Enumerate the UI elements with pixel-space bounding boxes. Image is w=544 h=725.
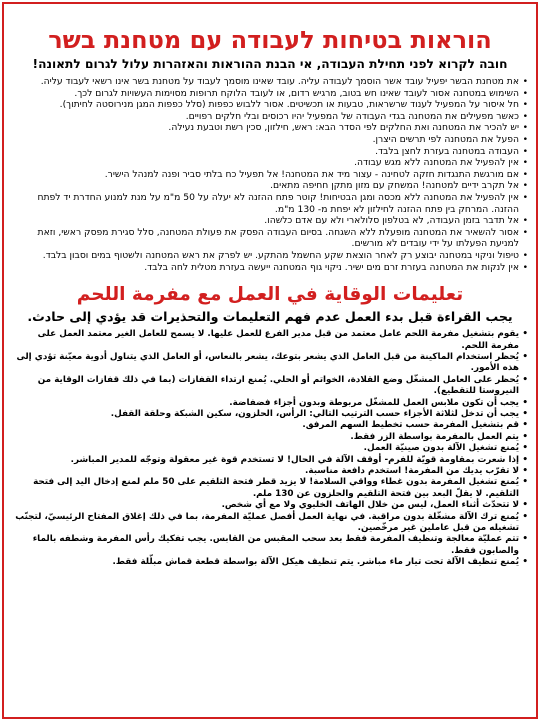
hebrew-instruction-item: • אם מורגשת התנגדות חזקה לטחינה - עצור מיד את המטחנה! אל תפעיל כח בלתי סביר ופנה למנהל הישיר. <box>14 169 528 181</box>
hebrew-instruction-item: • אין להפעיל את המטחנה ללא מכסה ומגן הבטיחות! קוטר פתח ההזנה לא יעלה על 50 מ"מ על מנת למנוע החדרת יד לפתח ההזנה. המרחק בין פתח ההזנה לחילזון לא יפחת מ- 130 מ"מ. <box>14 192 528 215</box>
arabic-instruction-item: • يُمنع تنظيف الآلة تحت تيار ماء مباشر. يتم تنظيف هيكل الآلة بواسطة قطعة قماش مبلّلة فقط. <box>14 557 528 568</box>
arabic-instruction-item: • إذا شعرت بمقاومة قويّة للفرم- أوقف الآلة في الحال! لا تستخدم قوة غير معقولة وتوجّه للمدير المباشر. <box>14 455 528 466</box>
safety-sign <box>2 2 538 719</box>
hebrew-instruction-item: • חל איסור על המפעיל לענוד שרשראות, טבעות או תכשיטים. אסור ללבוש כפפות (סלל כפפות המגן מנירוסטה לחיתוך). <box>14 99 528 111</box>
arabic-instruction-item: • يُحظر استخدام الماكينة من قبل العامل الذي يشعر بتوعك، يشعر بالنعاس، أو العامل الذي يتناول أدوية معيّنة تؤدي إلى هذه الأمور. <box>14 352 528 375</box>
hebrew-instructions-list <box>14 76 528 273</box>
arabic-instruction-item: • قم بتشغيل المفرمة حسب تخطيط السهم المرفق. <box>14 420 528 431</box>
hebrew-instruction-item: • אין לנקות את המטחנה בעזרת זרם מים ישיר. ניקוי גוף המטחנה ייעשה בעזרת מטלית לחה בלבד. <box>14 262 528 274</box>
arabic-title: تعليمات الوقاية في العمل مع مفرمة اللحم <box>76 284 464 306</box>
arabic-instruction-item: • يُحظر على العامل المشغّل وضع القلادة، الخواتم أو الحلي. يُمنع ارتداء القفازات (بما في ذلك قفازات الوقاية من النيروستا للتقطيع). <box>14 375 528 398</box>
hebrew-instruction-item: • השימוש במטחנה אסור לעובד שאינו חש בטוב, מרגיש רדום, או לעובד הלוקח תרופות מסוימות העשויות לגרום לכך. <box>14 88 528 100</box>
hebrew-instruction-item: • העבודה במטחנה בעזרת לחצן בלבד. <box>14 146 528 158</box>
hebrew-instruction-item: • אסור להשאיר את המטחנה מופעלת ללא השגחה. בסיום העבודה הפסק את פעולת המטחנה, סלל סגירת מפסק ראשי, וזאת למניעת הפעלתו על ידי עובדים לא מורשים. <box>14 227 528 250</box>
arabic-instruction-item: • لا تقرّب يديك من المفرمة! استخدم دافعة مناسبة. <box>14 466 528 477</box>
hebrew-instruction-item: • אל תדבר בזמן העבודה, לא בטלפון סלולארי ולא עם אדם כלשהו. <box>14 215 528 227</box>
arabic-subtitle: يجب القراءة قبل بدء العمل عدم فهم التعليمات والتحذيرات قد يؤدي إلى حادث. <box>27 309 513 325</box>
hebrew-instruction-item: • הפעל את המטחנה לפי תרשים היצרן. <box>14 134 528 146</box>
arabic-instructions-list <box>14 329 528 569</box>
hebrew-instruction-item: • יש להכיר את המטחנה ואת החלקים לפי הסדר הבא: ראש, חילזון, סכין רשת וטבעת נעילה. <box>14 122 528 134</box>
arabic-section <box>4 283 536 569</box>
hebrew-title: הוראות בטיחות לעבודה עם מטחנת בשר <box>48 26 492 54</box>
arabic-instruction-item: • تتم عمليّة معالجة وتنظيف المفرمة فقط بعد سحب المقبس من القابس. يجب تفكيك رأس المفرمة وشطفه بالماء والصابون فقط. <box>14 534 528 557</box>
hebrew-section <box>4 26 536 273</box>
arabic-instruction-item: • يتم العمل بالمفرمة بواسطة الزر فقط. <box>14 432 528 443</box>
arabic-instruction-item: • يجب أن تكون ملابس العمل للمشغّل مربوطة وبدون أجزاء فضفاضة. <box>14 398 528 409</box>
hebrew-instruction-item: • כאשר מפעילים את המטחנה בגדי העבודה של המפעיל יהיו רכוסים ובלי חלקים רפויים. <box>14 111 528 123</box>
arabic-instruction-item: • يُمنع تشغيل المفرمة بدون غطاء وواقي السلامة! لا يزيد قطر فتحة التلقيم على 50 ملم لمنع إدخال اليد إلى فتحة التلقيم. لا يقلّ البعد بين فتحة التلقيم والحلزون عن 130 ملم. <box>14 477 528 500</box>
hebrew-instruction-item: • את מטחנת הבשר יפעיל עובד אשר הוסמך לעבודה עליה. עובד שאינו מוסמך לעבוד על מטחנת בשר אינו רשאי לעבוד עליה. <box>14 76 528 88</box>
hebrew-instruction-item: • אל תקרב ידיים למטחנה! המשחק עם מזון מתקן חחיפה מתאים. <box>14 180 528 192</box>
arabic-instruction-item: • يُمنع تشغيل الآلة بدون صينيّة العمل. <box>14 443 528 454</box>
arabic-instruction-item: • يُمنع ترك الآلة مشغّلة بدون مراقبة. في نهاية العمل أفصل عمليّة المفرمة، بما في ذلك إغلاق المفتاح الرئيسيّ، لتجنّب تشغيله من قبل عاملين غير مرخّصين. <box>14 512 528 535</box>
hebrew-instruction-item: • אין להפעיל את המטחנה ללא מגש עבודה. <box>14 157 528 169</box>
hebrew-instruction-item: • טיפול וניקוי במטחנה יבוצע רק לאחר הוצאת שקע החשמל מהתקע. יש לפרק את ראש המטחנה ולשטוף במים וסבון בלבד. <box>14 250 528 262</box>
arabic-instruction-item: • يقوم بتشغيل مفرمة اللحم عامل معتمد من قبل مدير الفرع للعمل عليها. لا يسمح للعامل الغير معتمد العمل على مفرمة اللحم. <box>14 329 528 352</box>
hebrew-subtitle: חובה לקרוא לפני תחילת העבודה, אי הבנת ההוראות והאזהרות עלול לגרום לתאונה! <box>32 57 508 71</box>
arabic-instruction-item: • لا تتحدّث أثناء العمل، ليس من خلال الهاتف الخليوي ولا مع أي شخص. <box>14 500 528 511</box>
arabic-instruction-item: • يجب أن تدخل لثلاثة الأجزاء حسب الترتيب التالي: الرأس، الحلزون، سكين الشبكة وحلقة القفل. <box>14 409 528 420</box>
